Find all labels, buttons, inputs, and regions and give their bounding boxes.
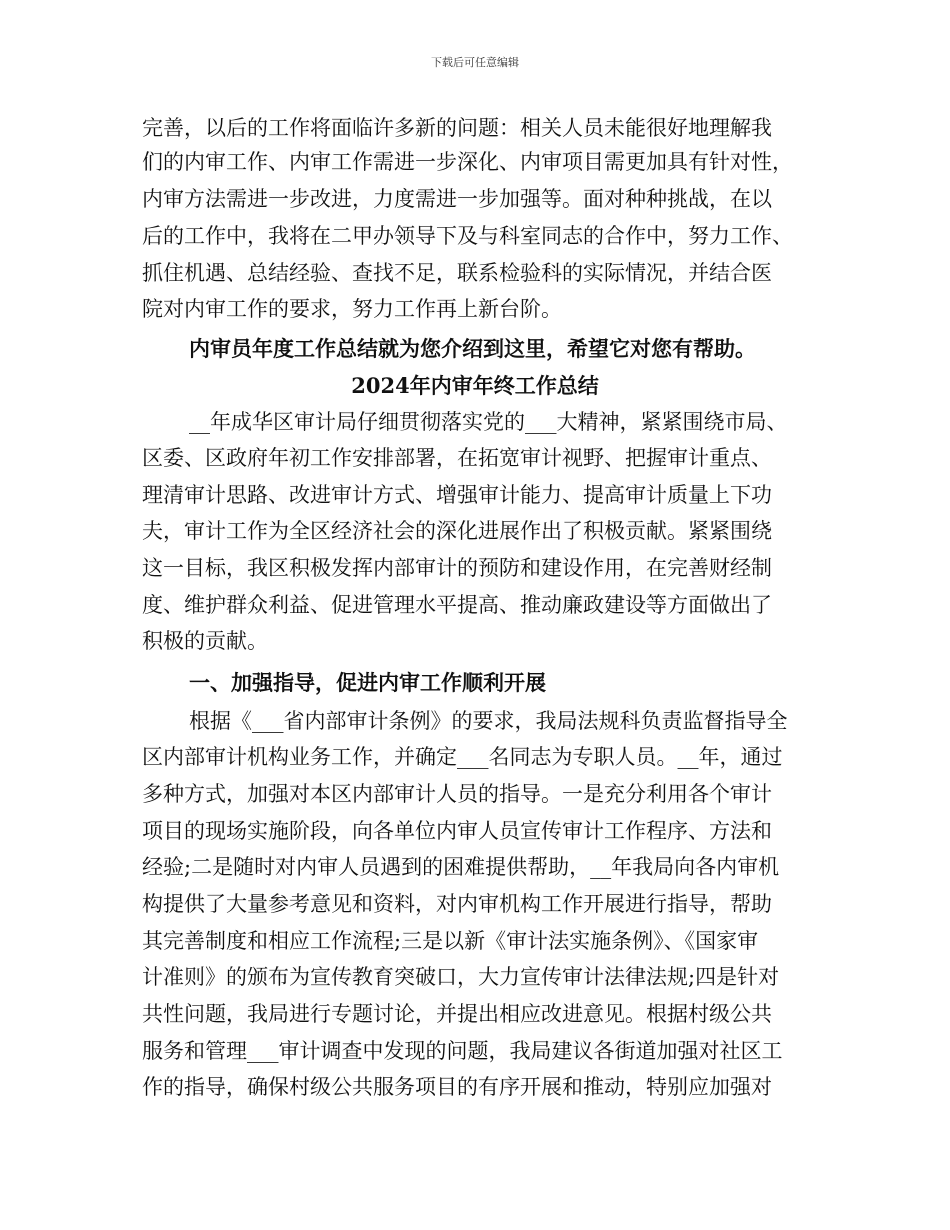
paragraph-line: 项目的现场实施阶段，向各单位内审人员宣传审计工作程序、方法和 bbox=[142, 819, 772, 843]
paragraph-line: 服务和管理___审计调查中发现的问题，我局建议各街道加强对社区工 bbox=[142, 1039, 783, 1063]
paragraph-line: 共性问题，我局进行专题讨论，并提出相应改进意见。根据村级公共 bbox=[142, 1002, 772, 1026]
paragraph-line: 完善，以后的工作将面临许多新的问题：相关人员未能很好地理解我 bbox=[142, 116, 772, 140]
paragraph-line: 院对内审工作的要求，努力工作再上新台阶。 bbox=[142, 297, 562, 321]
paragraph-line: 作的指导，确保村级公共服务项目的有序开展和推动，特别应加强对 bbox=[142, 1075, 772, 1099]
paragraph-line: 区内部审计机构业务工作，并确定___名同志为专职人员。__年，通过 bbox=[142, 745, 783, 769]
paragraph-line: 经验;二是随时对内审人员遇到的困难提供帮助，__年我局向各内审机 bbox=[142, 855, 780, 879]
paragraph-line: 区委、区政府年初工作安排部署，在拓宽审计视野、把握审计重点、 bbox=[142, 446, 772, 470]
subheading: 一、加强指导，促进内审工作顺利开展 bbox=[189, 670, 546, 695]
paragraph-line: 这一目标，我区积极发挥内部审计的预防和建设作用，在完善财经制 bbox=[142, 556, 772, 580]
paragraph-line: 夫，审计工作为全区经济社会的深化进展作出了积极贡献。紧紧围绕 bbox=[142, 519, 772, 543]
paragraph-line: 后的工作中，我将在二甲办领导下及与科室同志的合作中，努力工作、 bbox=[142, 224, 793, 248]
section-title: 2024年内审年终工作总结 bbox=[351, 373, 599, 398]
paragraph-line: 理清审计思路、改进审计方式、增强审计能力、提高审计质量上下功 bbox=[142, 483, 772, 507]
paragraph-line: 多种方式，加强对本区内部审计人员的指导。一是充分利用各个审计 bbox=[142, 782, 772, 806]
paragraph-line: 根据《___省内部审计条例》的要求，我局法规科负责监督指导全 bbox=[189, 709, 788, 733]
paragraph-line: 度、维护群众利益、促进管理水平提高、推动廉政建设等方面做出了 bbox=[142, 593, 772, 617]
paragraph-line: 构提供了大量参考意见和资料，对内审机构工作开展进行指导，帮助 bbox=[142, 892, 772, 916]
paragraph-line: 们的内审工作、内审工作需进一步深化、内审项目需更加具有针对性， bbox=[142, 150, 793, 174]
paragraph-line: 内审方法需进一步改进，力度需进一步加强等。面对种种挑战，在以 bbox=[142, 187, 772, 211]
page-header: 下载后可任意编辑 bbox=[431, 56, 519, 69]
closing-remark: 内审员年度工作总结就为您介绍到这里，希望它对您有帮助。 bbox=[189, 336, 756, 361]
paragraph-line: 计准则》的颁布为宣传教育突破口，大力宣传审计法律法规;四是针对 bbox=[142, 965, 780, 989]
paragraph-line: __年成华区审计局仔细贯彻落实党的___大精神，紧紧围绕市局、 bbox=[189, 410, 788, 434]
paragraph-line: 积极的贡献。 bbox=[142, 629, 268, 653]
paragraph-line: 其完善制度和相应工作流程;三是以新《审计法实施条例》、《国家审 bbox=[142, 929, 759, 953]
paragraph-line: 抓住机遇、总结经验、查找不足，联系检验科的实际情况，并结合医 bbox=[142, 261, 772, 285]
